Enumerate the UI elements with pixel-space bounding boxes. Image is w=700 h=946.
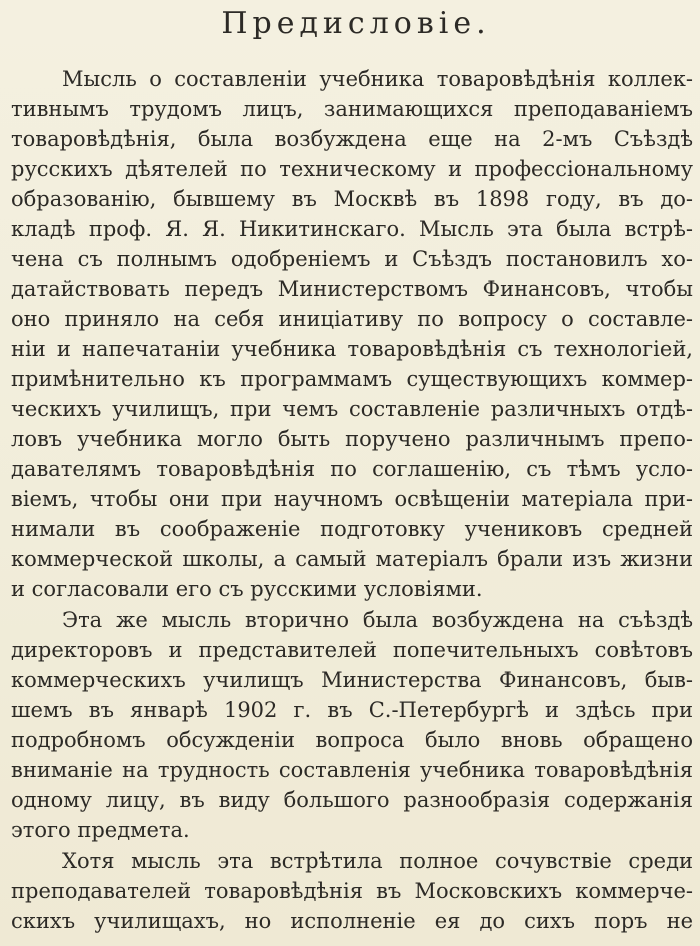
text-line: давателямъ товаровѣдѣнія по соглашенію, съ тѣмъ усло- [11,457,693,481]
text-line: ловъ учебника могло быть поручено различнымъ препо- [11,427,693,451]
text-line: подробномъ обсужденіи вопроса было вновь обращено [11,728,693,752]
text-line: и согласовали его съ русскими условіями. [11,577,483,601]
text-line: примѣнительно къ программамъ существующихъ коммер- [11,367,693,391]
text-line: ческихъ училищъ, при чемъ составленіе различныхъ отдѣ- [11,397,693,421]
text-line: датайствовать передъ Министерствомъ Финансовъ, чтобы [11,277,693,301]
text-line: русскихъ дѣятелей по техническому и профессіональному [11,157,693,181]
text-line: Мысль о составленіи учебника товаровѣдѣнія коллек- [62,67,693,91]
text-line: директоровъ и представителей попечительныхъ совѣтовъ [11,638,693,662]
text-line: ніи и напечатаніи учебника товаровѣдѣнія съ технологіей, [11,337,693,361]
paragraph [11,846,693,936]
text-line: оно приняло на себя иниціативу по вопросу о составле- [11,307,693,331]
text-line: віемъ, чтобы они при научномъ освѣщеніи матеріала при- [11,487,693,511]
text-line: кладѣ проф. Я. Я. Никитинскаго. Мысль эта была встрѣ- [11,217,693,241]
text-line: чена съ полнымъ одобреніемъ и Съѣздъ постановилъ хо- [11,247,693,271]
text-line: тивнымъ трудомъ лицъ, занимающихся преподаваніемъ [11,97,693,121]
text-line: вниманіе на трудность составленія учебника товаровѣдѣнія [11,758,693,782]
text-line: одному лицу, въ виду большого разнообразія содержанія [11,788,693,812]
text-line: образованію, бывшему въ Москвѣ въ 1898 году, въ до- [11,187,693,211]
text-line: преподавателей товаровѣдѣнія въ Московскихъ коммерче- [11,879,693,903]
text-line: нимали въ соображеніе подготовку учениковъ средней [11,517,693,541]
text-line: коммерческихъ училищъ Министерства Финансовъ, быв- [11,668,693,692]
body-text [11,64,693,936]
text-line: товаровѣдѣнія, была возбуждена еще на 2-мъ Съѣздѣ [11,127,693,151]
text-line: скихъ училищахъ, но исполненіе ея до сихъ поръ не [11,909,693,933]
paragraph [11,64,693,604]
paragraph [11,605,693,845]
text-line: коммерческой школы, а самый матеріалъ брали изъ жизни [11,547,693,571]
text-line: Хотя мысль эта встрѣтила полное сочувствіе среди [62,849,693,873]
page-title: Предисловіе. [221,6,491,41]
text-line: этого предмета. [11,818,190,842]
text-line: Эта же мысль вторично была возбуждена на съѣздѣ [62,608,693,632]
text-line: шемъ въ январѣ 1902 г. въ С.-Петербургѣ и здѣсь при [11,698,693,722]
